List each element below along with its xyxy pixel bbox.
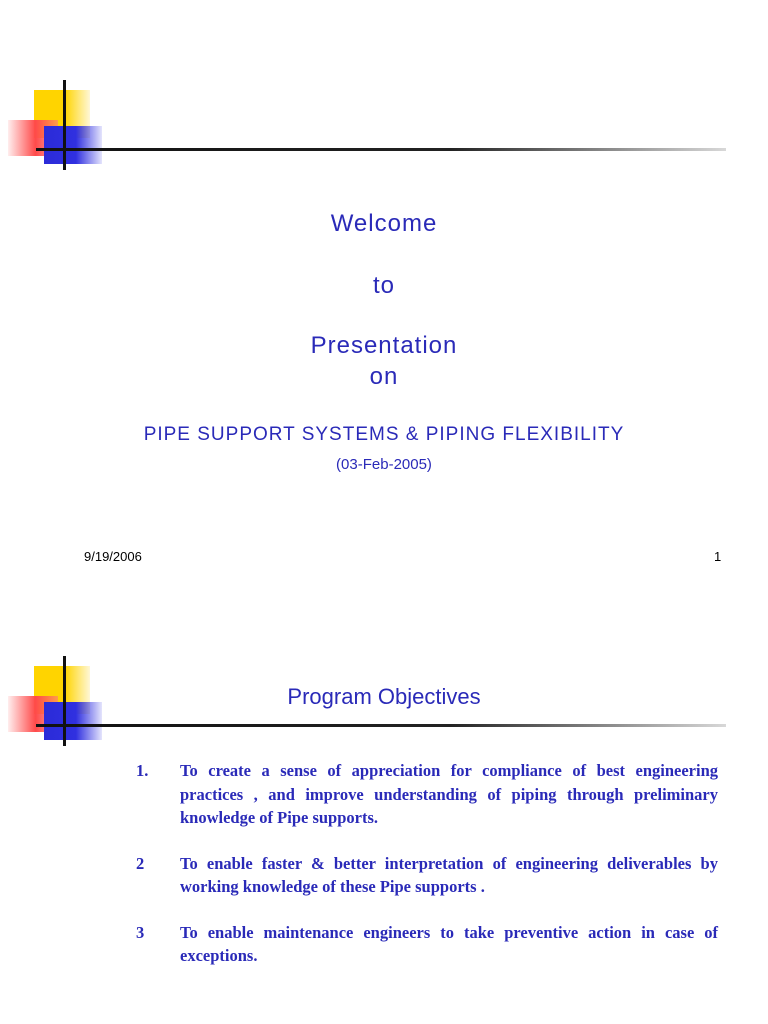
- on-title: on: [369, 363, 399, 390]
- objective-text: To create a sense of appreciation for compliance of best engineering practices , and improve understanding of piping through preliminary knowledge of Pipe supports.: [180, 761, 718, 827]
- objectives-list: [136, 759, 718, 990]
- slide-logo-graphic: [8, 80, 118, 180]
- objective-number: 2: [136, 853, 145, 873]
- objective-number: 1.: [136, 761, 149, 780]
- slide-2: [0, 590, 768, 1024]
- welcome-title: Welcome: [330, 210, 438, 237]
- objective-text: To enable faster & better interpretation of engineering deliverables by working knowledge of these Pipe supports .: [180, 853, 718, 896]
- subject-date: (03-Feb-2005): [336, 456, 432, 473]
- objectives-title: Program Objectives: [287, 684, 481, 709]
- presentation-title: Presentation: [310, 332, 458, 359]
- presentation-subject: PIPE SUPPORT SYSTEMS & PIPING FLEXIBILITY: [143, 424, 625, 445]
- header-rule: [36, 724, 726, 727]
- objective-item: [136, 921, 718, 968]
- header-rule: [36, 148, 726, 151]
- to-title: to: [372, 272, 395, 299]
- objective-number: 3: [136, 922, 145, 942]
- page-number: 1: [714, 549, 722, 564]
- footer-date: 9/19/2006: [84, 549, 142, 564]
- objective-text: To enable maintenance engineers to take preventive action in case of exceptions.: [180, 922, 718, 965]
- objective-item: [136, 759, 718, 830]
- objective-item: [136, 852, 718, 899]
